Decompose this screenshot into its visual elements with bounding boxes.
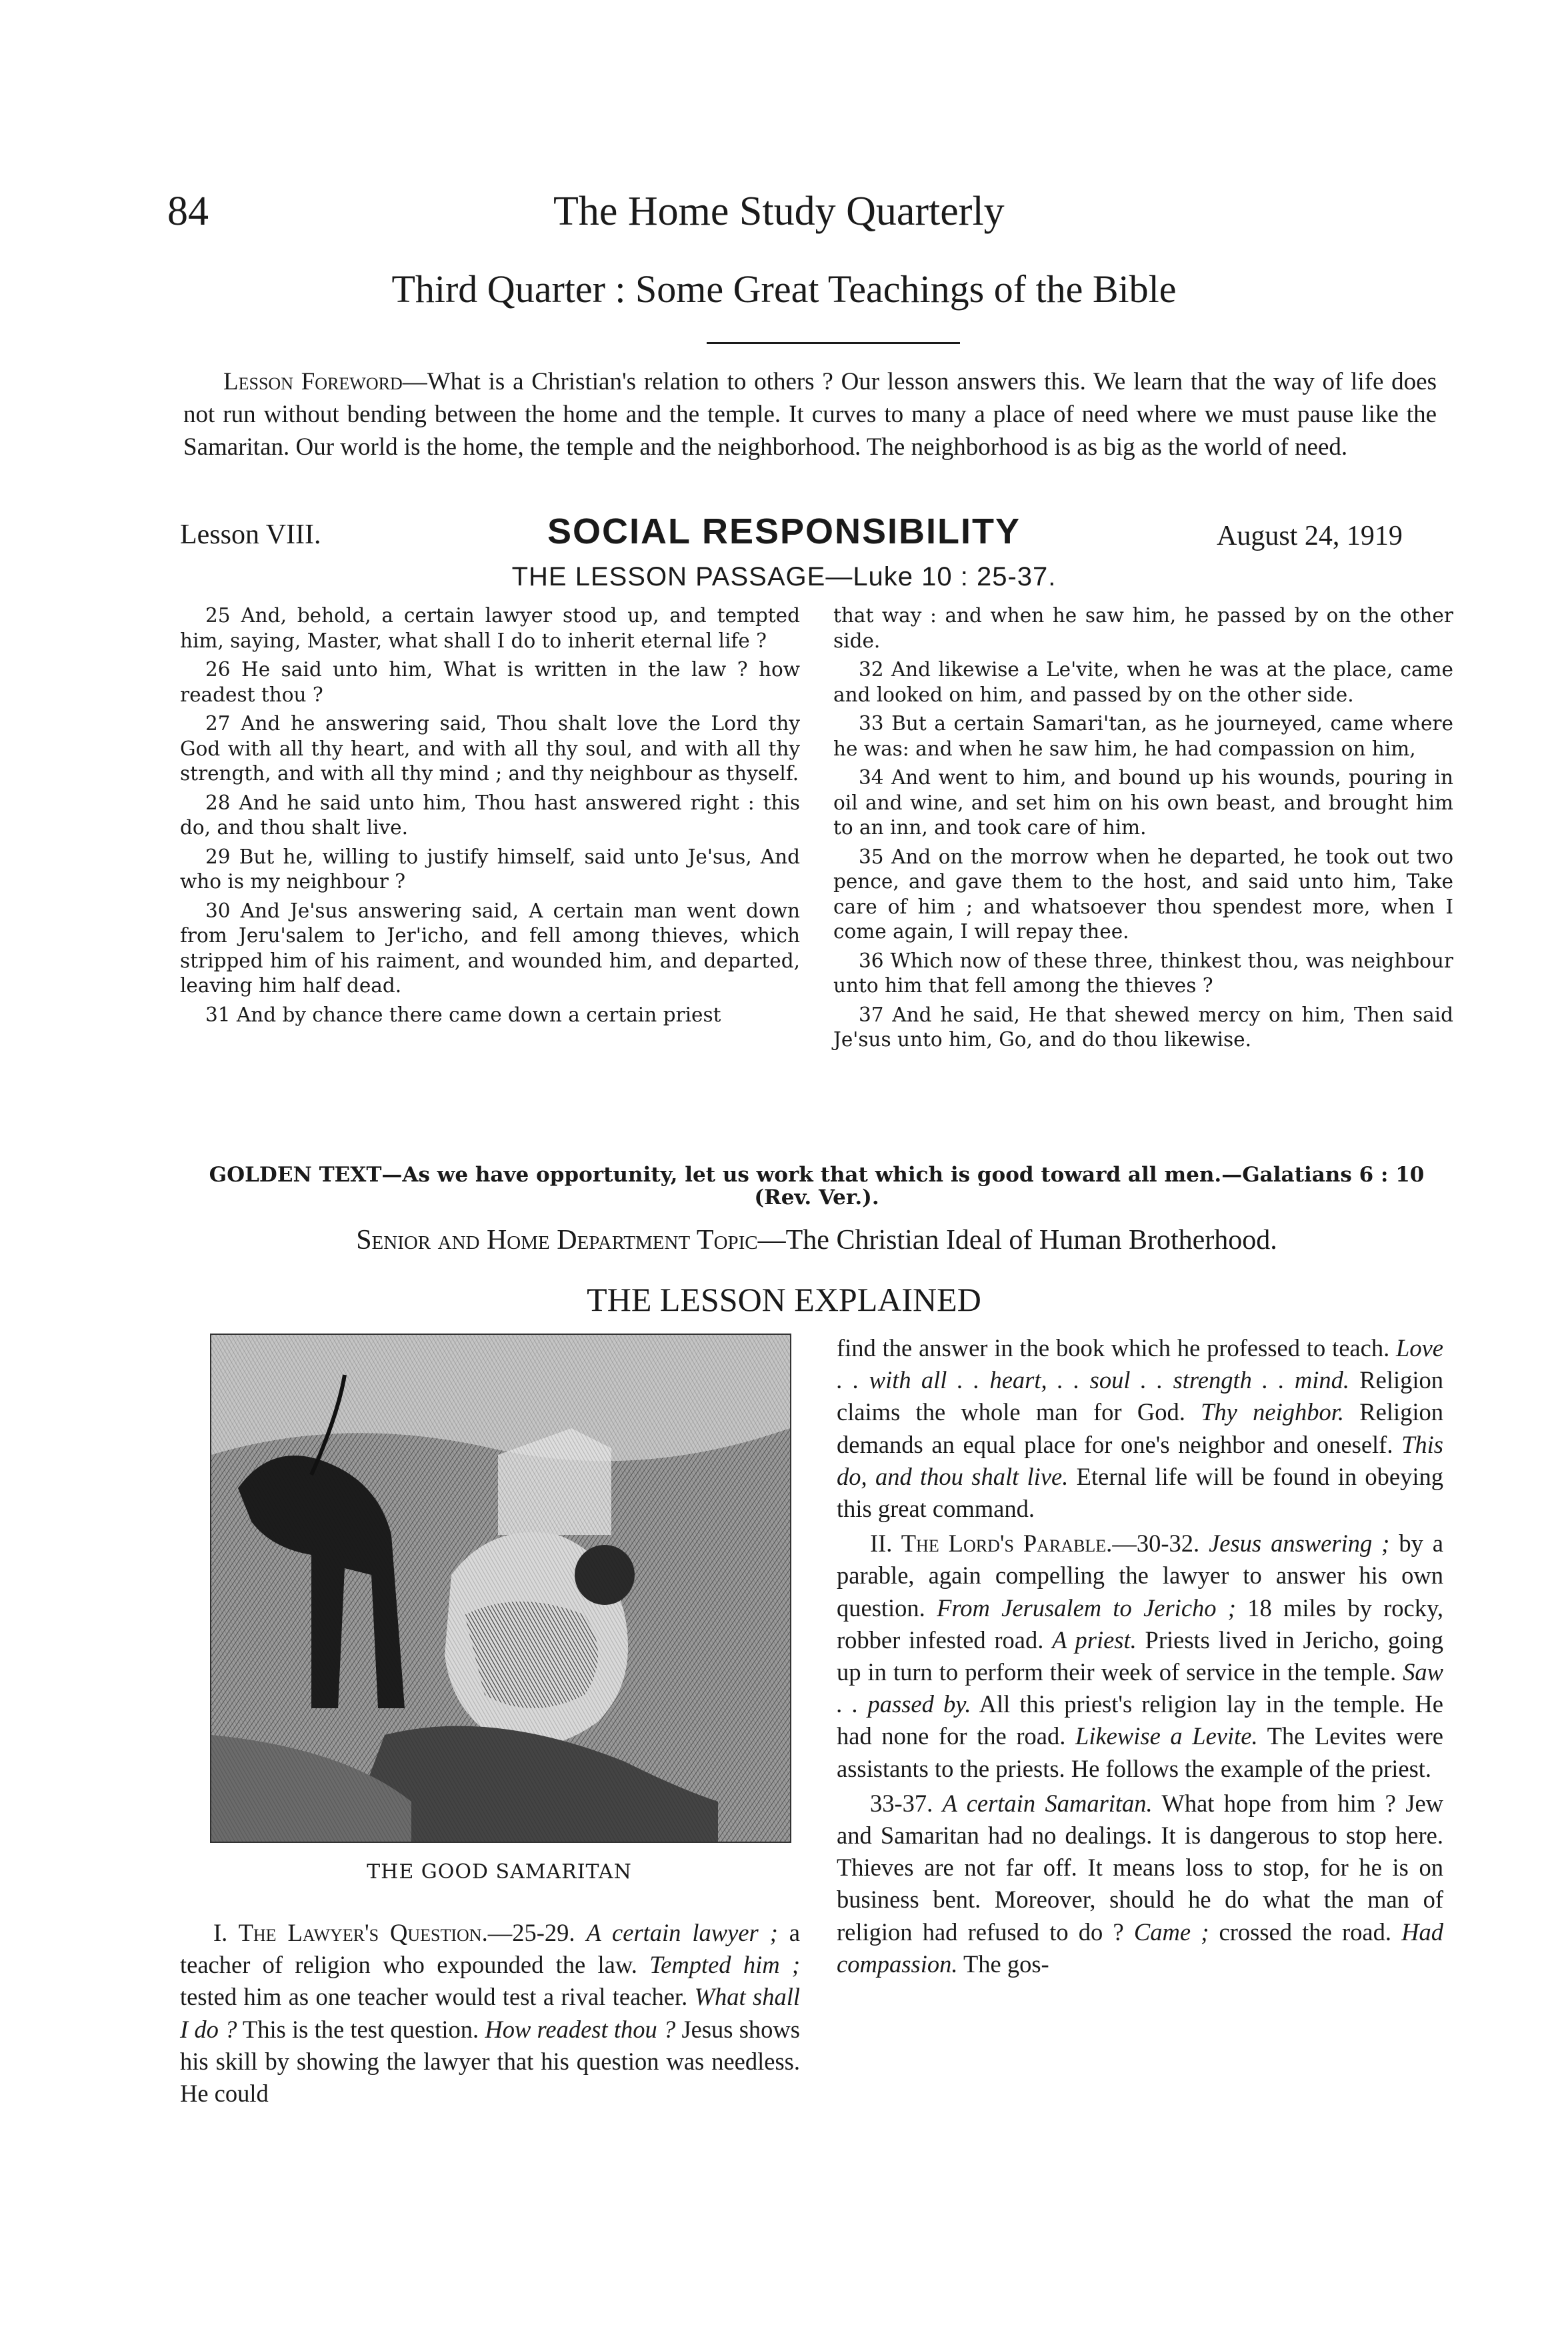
verse: 31 And by chance there came down a certain priest — [205, 1003, 721, 1026]
quoted-phrase: This do, and thou shalt live. — [837, 1430, 1443, 1490]
good-samaritan-illustration — [210, 1334, 791, 1843]
commentary-text: by a parable, again compelling the lawyer to answer his own question. — [837, 1530, 1443, 1622]
quoted-phrase: How readest thou ? — [485, 2015, 676, 2043]
lawyers-question-paragraph — [180, 1917, 800, 2110]
commentary-text: The Levites were assistants to the priests. He follows the example of the priest. — [837, 1722, 1443, 1782]
verse-continuation: that way : and when he saw him, he passed by on the other side. — [833, 604, 1453, 652]
commentary-text: Priests lived in Jericho, going up in turn to perform their week of service in the temple. — [837, 1626, 1443, 1686]
quoted-phrase: A certain lawyer ; — [586, 1919, 778, 1946]
quarter-title: Third Quarter : Some Great Teachings of the Bible — [391, 267, 1177, 311]
commentary-text: crossed the road. — [1209, 1918, 1402, 1946]
quoted-phrase: A priest. — [1052, 1626, 1137, 1654]
quoted-phrase: What shall I do ? — [180, 1983, 800, 2043]
commentary-text: Eternal life will be found in obeying this great command. — [837, 1462, 1444, 1523]
verse: 30 And Je'sus answering said, A certain man went down from Jeru'salem to Jer'icho, and fell among thieves, which stripped him of his raiment, and wounded him, and departed, leaving him half dead. — [180, 899, 800, 997]
verse-ref: 33-37. — [870, 1789, 943, 1817]
scripture-right-column — [833, 603, 1453, 1057]
verse-ref: —25-29. — [487, 1919, 587, 1946]
lesson-title: SOCIAL RESPONSIBILITY — [547, 511, 1021, 551]
quoted-phrase: Thy neighbor. — [1201, 1398, 1345, 1426]
explained-right-column — [837, 1332, 1443, 1980]
commentary-text: a teacher of religion who expounded the law. — [180, 1919, 800, 1979]
verse: 36 Which now of these three, thinkest thou, was neighbour unto him that fell among the thieves ? — [833, 949, 1453, 997]
running-title: The Home Study Quarterly — [553, 189, 1005, 234]
quoted-phrase: Tempted him ; — [649, 1951, 800, 1979]
quoted-phrase: Love . . with all . . heart, . . soul . . strength . . mind. — [837, 1334, 1443, 1394]
quoted-phrase: Came ; — [1133, 1918, 1209, 1946]
verse: 33 But a certain Samari'tan, as he journeyed, came where he was: and when he saw him, he had compassion on him, — [833, 712, 1453, 760]
commentary-text: find the answer in the book which he professed to teach. — [837, 1334, 1397, 1362]
title-rule — [707, 342, 960, 344]
commentary-text: This is the test question. — [237, 2015, 485, 2043]
foreword-label: Lesson Foreword — [223, 368, 403, 395]
topic-text: —The Christian Ideal of Human Brotherhood. — [757, 1225, 1277, 1256]
lords-parable-paragraph — [837, 1528, 1443, 1785]
quoted-phrase: A certain Samaritan. — [942, 1789, 1153, 1817]
verse: 35 And on the morrow when he departed, he took out two pence, and gave them to the host, and said unto him, Take care of him ; and whatsoever thou spendest more, when I come again, I will repay thee. — [833, 845, 1453, 943]
commentary-text: All this priest's religion lay in the temple. He had none for the road. — [837, 1690, 1443, 1750]
golden-text: GOLDEN TEXT—As we have opportunity, let us work that which is good toward all men.—Galatians 6 : 10 (Rev. Ver.). — [209, 1163, 1425, 1210]
quoted-phrase: Jesus answering ; — [1209, 1530, 1390, 1558]
foreword-text: —What is a Christian's relation to others ? Our lesson answers this. We learn that the way of life does not run without bending between the home and the temple. It curves to many a place of need where we must pause like the Samaritan. Our world is the home, the temple and the neighborhood. The neighborhood is as big as the world of need. — [183, 368, 1437, 461]
page-number: 84 — [167, 189, 209, 234]
lesson-foreword — [183, 365, 1437, 463]
quoted-phrase: From Jerusalem to Jericho ; — [937, 1594, 1236, 1622]
commentary-text: Jesus shows his skill by showing the lawyer that his question was needless. He could — [180, 2015, 800, 2108]
verse: 34 And went to him, and bound up his wounds, pouring in oil and wine, and set him on his own beast, and brought him to an inn, and took care of him. — [833, 766, 1453, 839]
quoted-phrase: Had compassion. — [837, 1918, 1443, 1978]
verse: 26 He said unto him, What is written in the law ? how readest thou ? — [180, 658, 800, 706]
figure-caption: THE GOOD SAMARITAN — [367, 1860, 632, 1884]
commentary-text: Religion demands an equal place for one's neighbor and oneself. — [837, 1398, 1444, 1458]
commentary-text: What hope from him ? Jew and Samaritan had no dealings. It is dangerous to stop here. Thieves are not far off. It means loss to stop, for he is on business bent. Moreover, should he do what the man of religion had refused to do ? — [837, 1789, 1444, 1946]
explained-left-column — [180, 1917, 800, 2110]
scripture-left-column — [180, 603, 800, 1031]
samaritan-paragraph — [837, 1788, 1443, 1980]
verse: 25 And, behold, a certain lawyer stood up, and tempted him, saying, Master, what shall I do to inherit eternal life ? — [180, 604, 800, 652]
verse: 28 And he said unto him, Thou hast answered right : this do, and thou shalt live. — [180, 791, 800, 839]
commentary-text: The gos- — [957, 1950, 1049, 1978]
continued-paragraph — [837, 1332, 1443, 1525]
commentary-text: Religion claims the whole man for God. — [837, 1366, 1443, 1426]
verse: 27 And he answering said, Thou shalt love the Lord thy God with all thy heart, and with all thy soul, and with all thy strength, and with all thy mind ; and thy neighbour as thyself. — [180, 712, 800, 785]
commentary-text: 18 miles by rocky, robber infested road. — [837, 1594, 1444, 1654]
verse: 29 But he, willing to justify himself, said unto Je'sus, And who is my neighbour ? — [180, 845, 800, 893]
quoted-phrase: Likewise a Levite. — [1075, 1722, 1258, 1750]
section-label: II. The Lord's Parable. — [870, 1530, 1113, 1558]
section-label: I. The Lawyer's Question. — [213, 1919, 488, 1946]
lesson-number: Lesson VIII. — [180, 519, 321, 550]
commentary-text: tested him as one teacher would test a rival teacher. — [180, 1983, 695, 2011]
lesson-date: August 24, 1919 — [1217, 521, 1403, 551]
topic-label: Senior and Home Department Topic — [356, 1225, 758, 1256]
verse-ref: —30-32. — [1112, 1530, 1209, 1558]
department-topic — [180, 1224, 1453, 1256]
lesson-explained-heading: THE LESSON EXPLAINED — [587, 1281, 981, 1318]
verse: 37 And he said, He that shewed mercy on him, Then said Je'sus unto him, Go, and do thou likewise. — [833, 1003, 1453, 1051]
passage-heading: THE LESSON PASSAGE—Luke 10 : 25-37. — [511, 562, 1057, 591]
verse: 32 And likewise a Le'vite, when he was at the place, came and looked on him, and passed by on the other side. — [833, 658, 1453, 706]
quoted-phrase: Saw . . passed by. — [837, 1658, 1443, 1718]
